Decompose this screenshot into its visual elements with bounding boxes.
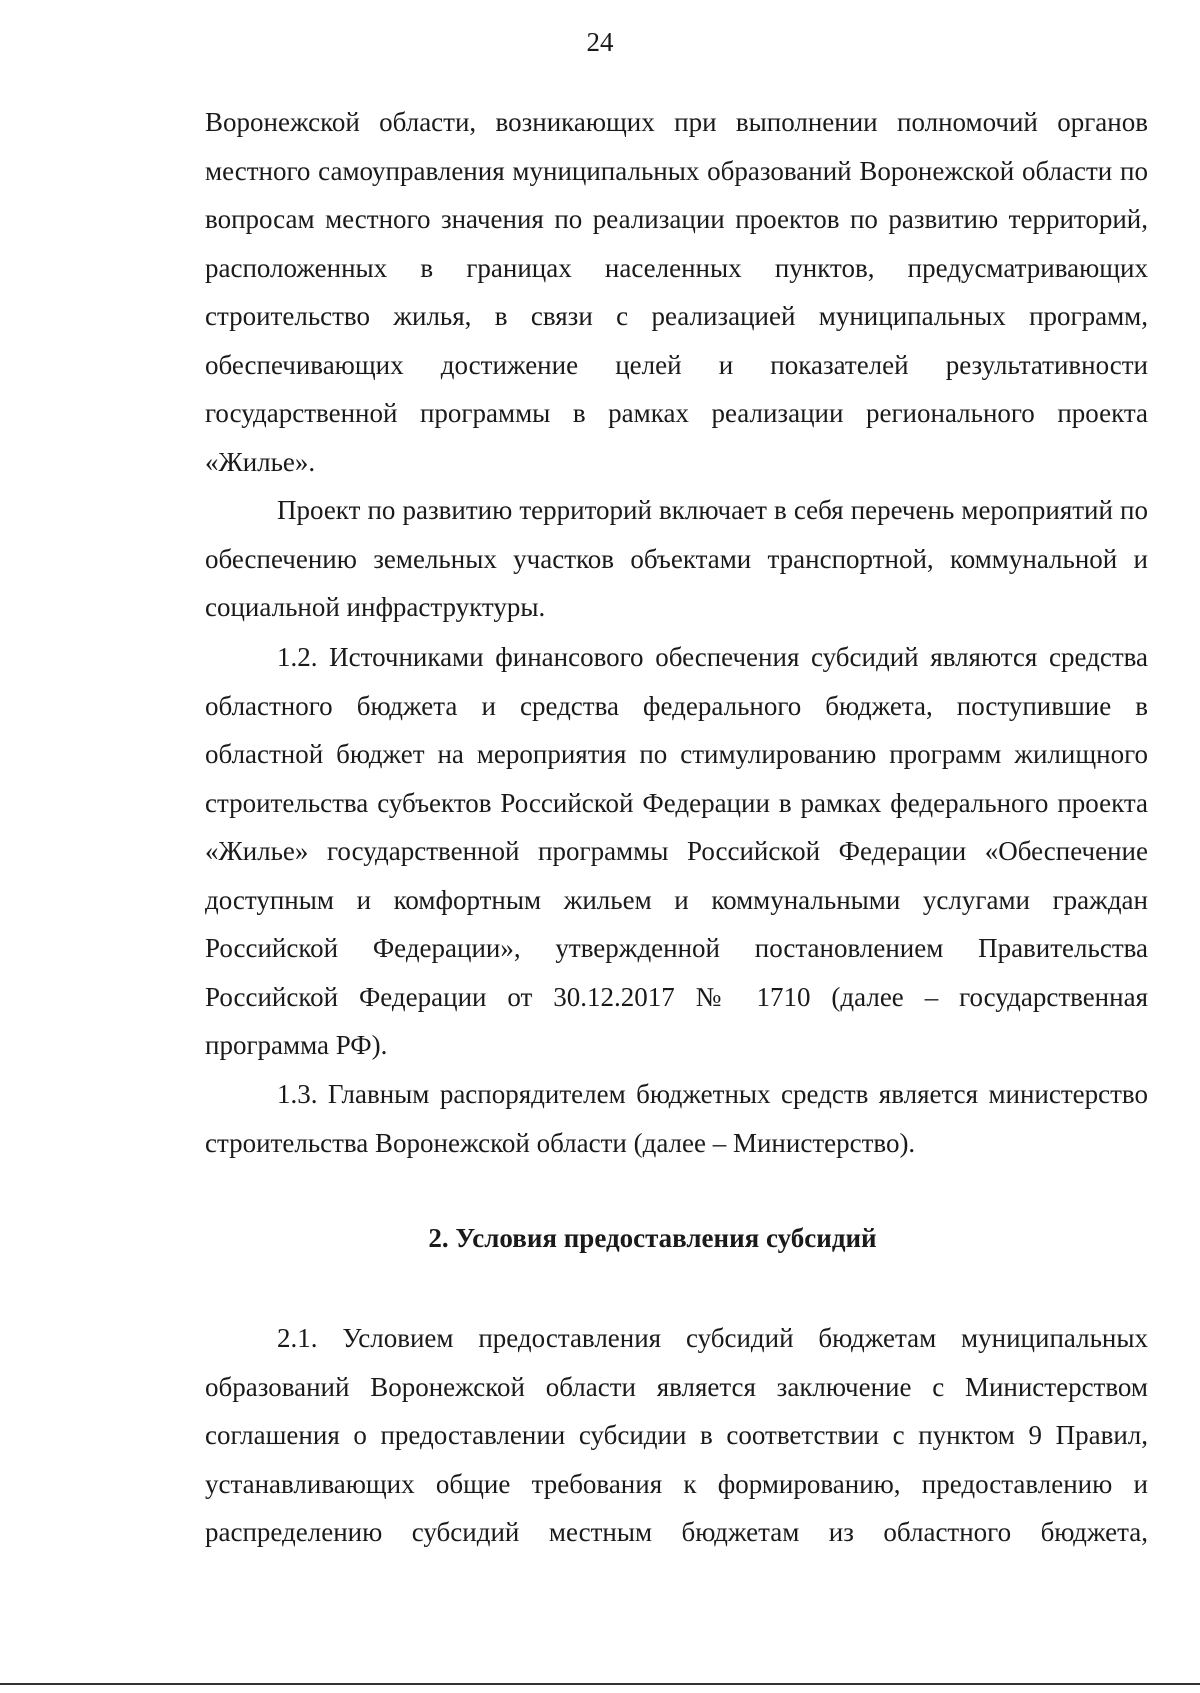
paragraph-2-1: 2.1. Условием предоставления субсидий бюджетам муниципальных образований Воронежской области является заключение с Министерством соглашения о предоставлении субсидии в соответствии с пунктом 9 Правил, устанавливающих общие требования к формированию, предоставлению и распределению субсидий местным бюджетам из областного бюджета, — [205, 1323, 1148, 1547]
paragraph-1-3: 1.3. Главным распорядителем бюджетных средств является министерство строительства Воронежской области (далее – Министерство). — [205, 1079, 1148, 1158]
paragraph-continuation: Воронежской области, возникающих при выполнении полномочий органов местного самоуправления муниципальных образований Воронежской области по вопросам местного значения по реализации проектов по развитию территорий, расположенных в границах населенных пунктов, предусматривающих строительство жилья, в связи с реализацией муниципальных программ, обеспечивающих достижение целей и показателей результативности государственной программы в рамках реализации регионального проекта «Жилье». — [205, 107, 1148, 477]
page-number: 24 — [586, 27, 614, 57]
section-heading: 2. Условия предоставления субсидий — [428, 1223, 877, 1253]
paragraph-1-2: 1.2. Источниками финансового обеспечения субсидий являются средства областного бюджета и средства федерального бюджета, поступившие в областной бюджет на мероприятия по стимулированию программ жилищного строительства субъектов Российской Федерации в рамках федерального проекта «Жилье» государственной программы Российской Федерации «Обеспечение доступным и комфортным жильем и коммунальными услугами граждан Российской Федерации», утвержденной постановлением Правительства Российской Федерации от 30.12.2017 № 1710 (далее – государственная программа РФ). — [205, 642, 1148, 1060]
bottom-rule — [0, 1683, 1200, 1685]
paragraph-project: Проект по развитию территорий включает в себя перечень мероприятий по обеспечению земельных участков объектами транспортной, коммунальной и социальной инфраструктуры. — [205, 495, 1148, 622]
